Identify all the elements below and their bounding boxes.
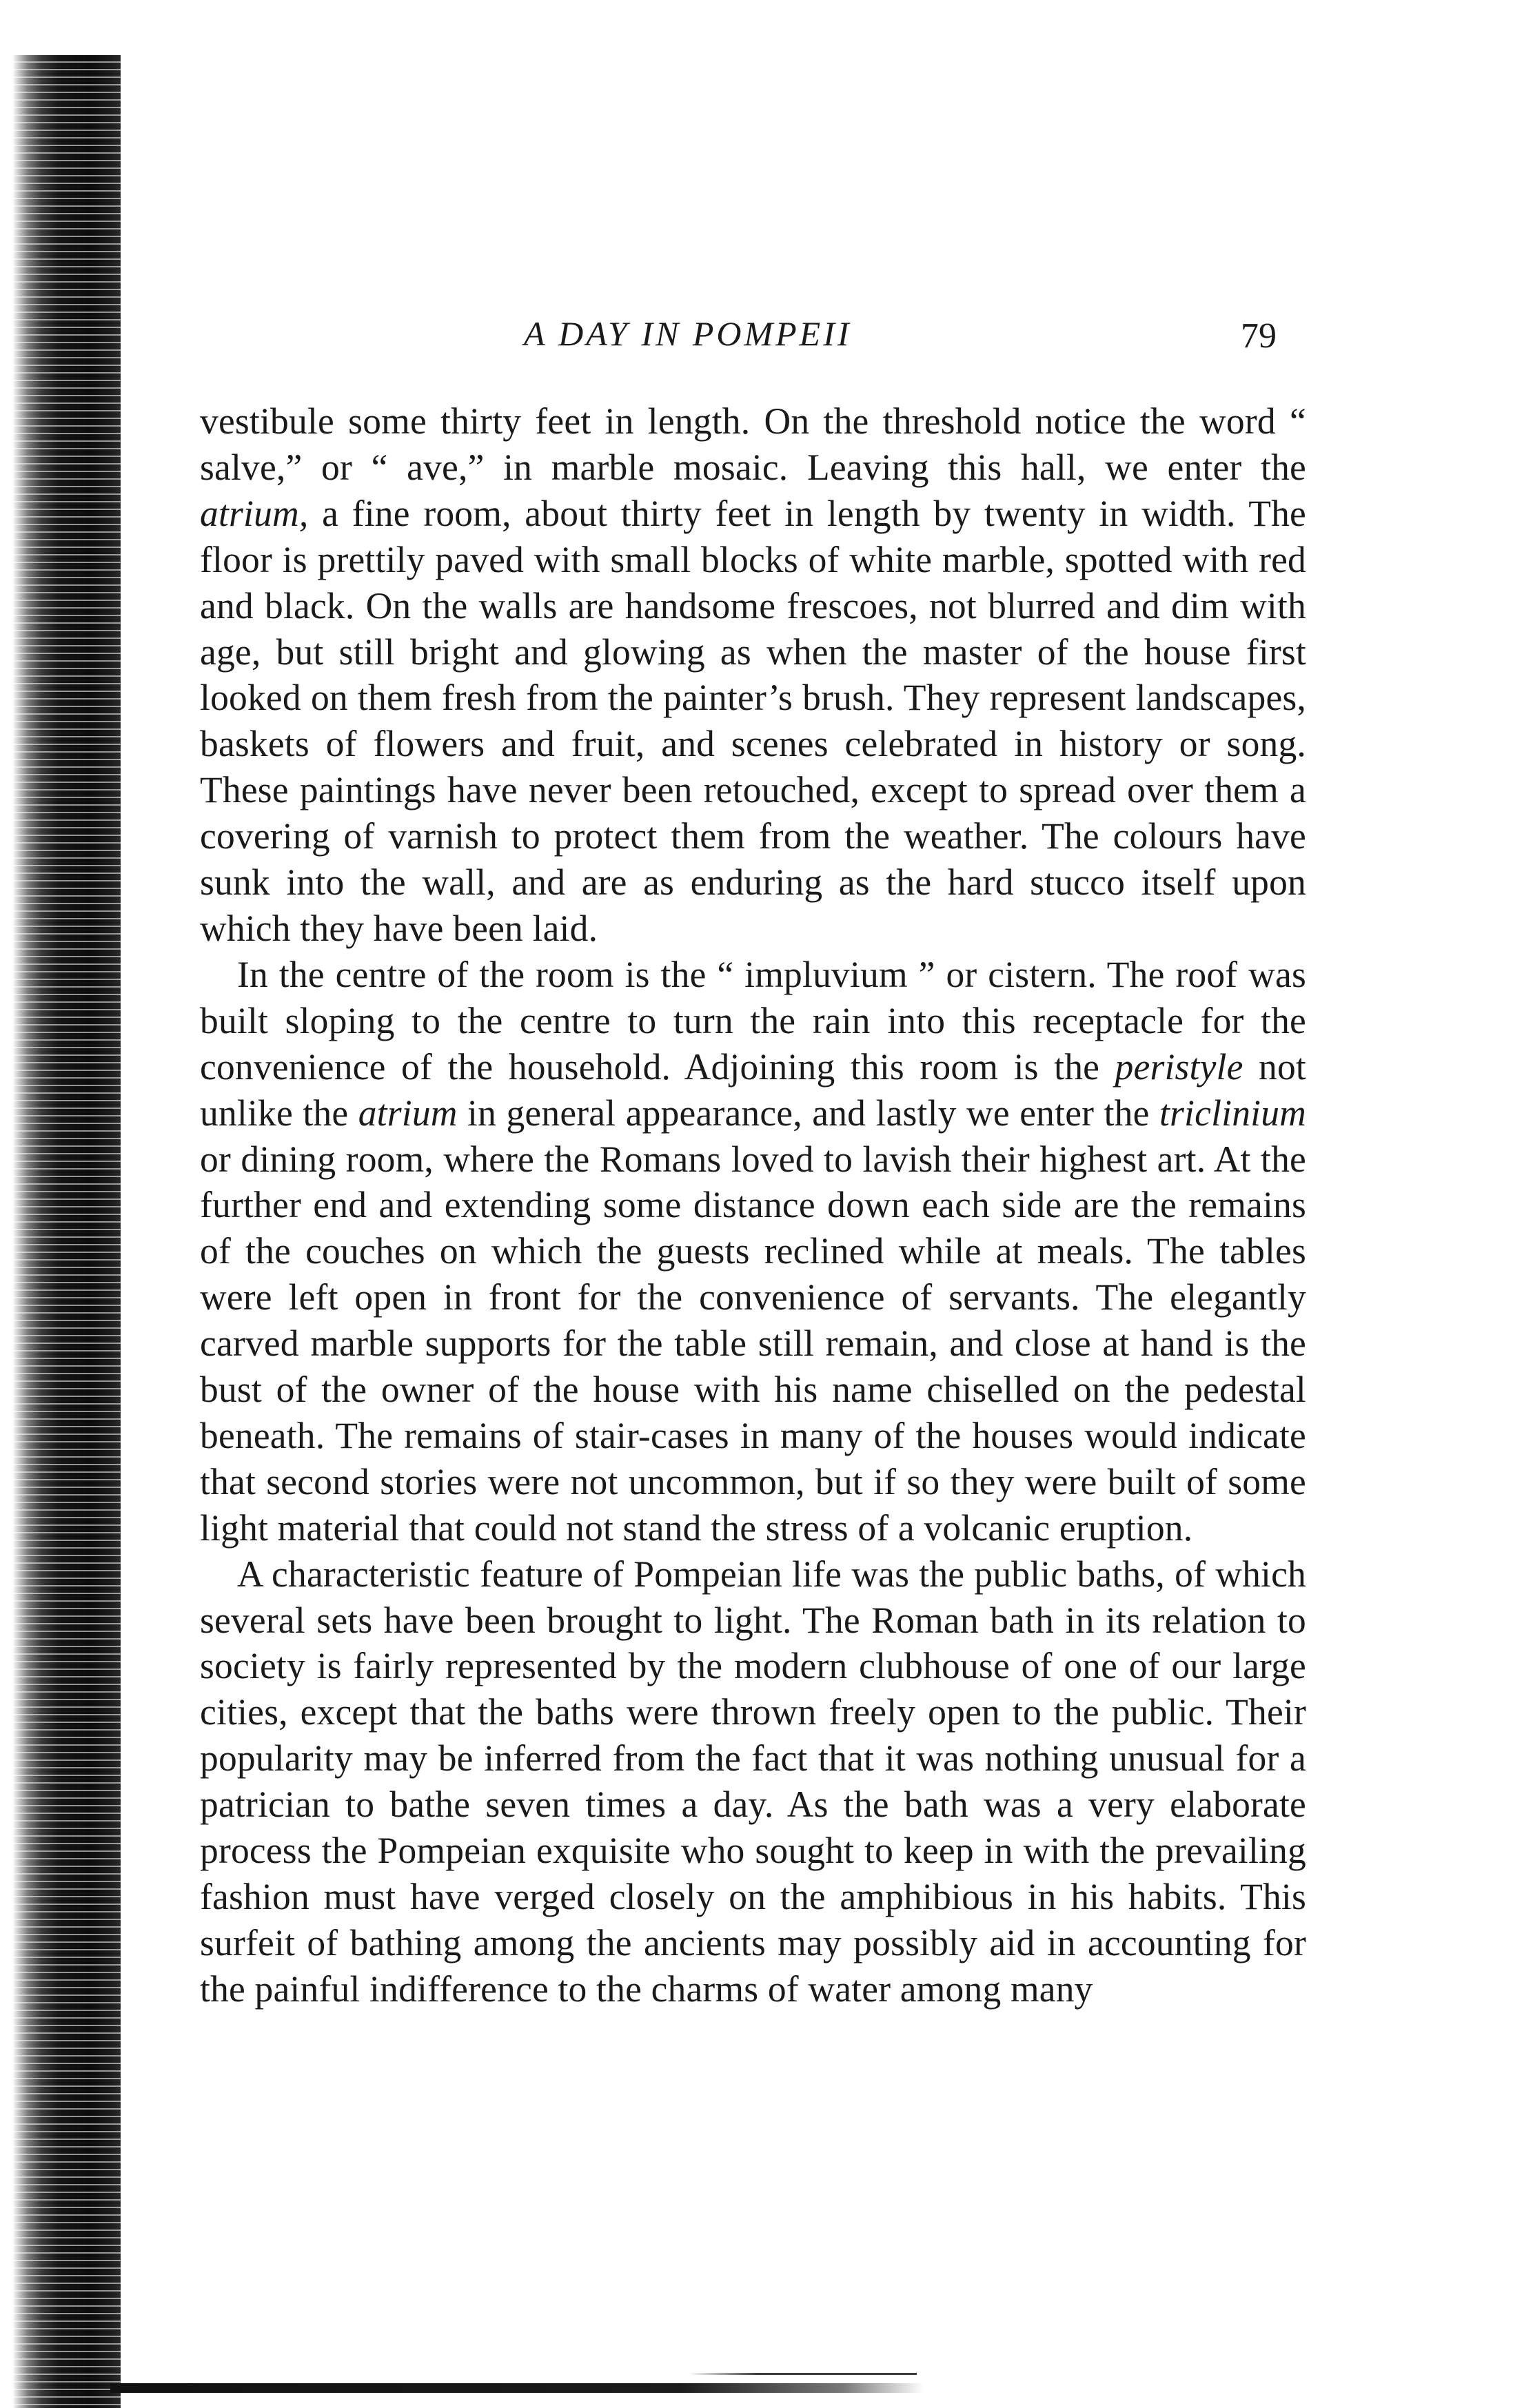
- text-run: vestibule some thirty feet in length. On the threshold notice the word “ salve,” or “ ave,” in marble mosaic. Leaving this hall, we enter the: [200, 400, 1306, 488]
- paragraph-3: [200, 1551, 1306, 2012]
- running-title: A DAY IN POMPEII: [524, 314, 852, 353]
- text-run: not unlike the: [200, 1045, 1306, 1134]
- text-run: a fine room, about thirty feet in length by twenty in width. The floor is prettily paved with small blocks of white marble, spotted with red and black. On the walls are handsome frescoes, not blurred and dim with age, but still bright and glowing as when the master of the house first looked on them fresh from the painter’s brush. They represent landscapes, baskets of flowers and fruit, and scenes celebrated in history or song. These paintings have never been retouched, except to spread over them a covering of varnish to protect them from the weather. The colours have sunk into the wall, and are as enduring as the hard stucco itself upon which they have been laid.: [200, 492, 1306, 949]
- paragraph-1: [200, 398, 1306, 952]
- text-run: in general appearance, and lastly we enter the: [457, 1092, 1159, 1134]
- body-text: [200, 398, 1306, 2012]
- paragraph-2: [200, 952, 1306, 1551]
- text-run: In the centre of the room is the “ impluvium ” or cistern. The roof was built sloping to the centre to turn the rain into this receptacle for the convenience of the household. Adjoining this room is the: [200, 953, 1306, 1088]
- page-number: 79: [1241, 316, 1277, 356]
- page-bottom-rule: [110, 2383, 924, 2393]
- italic-term-peristyle: peristyle: [1115, 1045, 1243, 1088]
- italic-term-triclinium: triclinium: [1159, 1092, 1306, 1134]
- italic-term-atrium: atrium,: [200, 492, 309, 534]
- text-run: A characteristic feature of Pompeian life was the public baths, of which several sets have been brought to light. The Roman bath in its relation to society is fairly represented by the modern clubhouse of one of our large cities, except that the baths were thrown freely open to the public. Their popularity may be inferred from the fact that it was nothing unusual for a patrician to bathe seven times a day. As the bath was a very elaborate process the Pompeian exquisite who sought to keep in with the prevailing fashion must have verged closely on the amphibious in his habits. This surfeit of bathing among the ancients may possibly aid in accounting for the painful indifference to the charms of water among many: [200, 1553, 1306, 2010]
- book-binding-edge: [0, 55, 121, 2408]
- text-run: or dining room, where the Romans loved to lavish their highest art. At the further end and extending some distance down each side are the remains of the couches on which the guests reclined while at meals. The tables were left open in front for the convenience of servants. The elegantly carved marble supports for the table still remain, and close at hand is the bust of the owner of the house with his name chiselled on the pedestal beneath. The remains of stair-cases in many of the houses would indicate that second stories were not uncommon, but if so they were built of some light material that could not stand the stress of a volcanic eruption.: [200, 1138, 1306, 1549]
- page-bottom-thin-rule: [689, 2373, 917, 2375]
- italic-term-atrium: atrium: [358, 1092, 458, 1134]
